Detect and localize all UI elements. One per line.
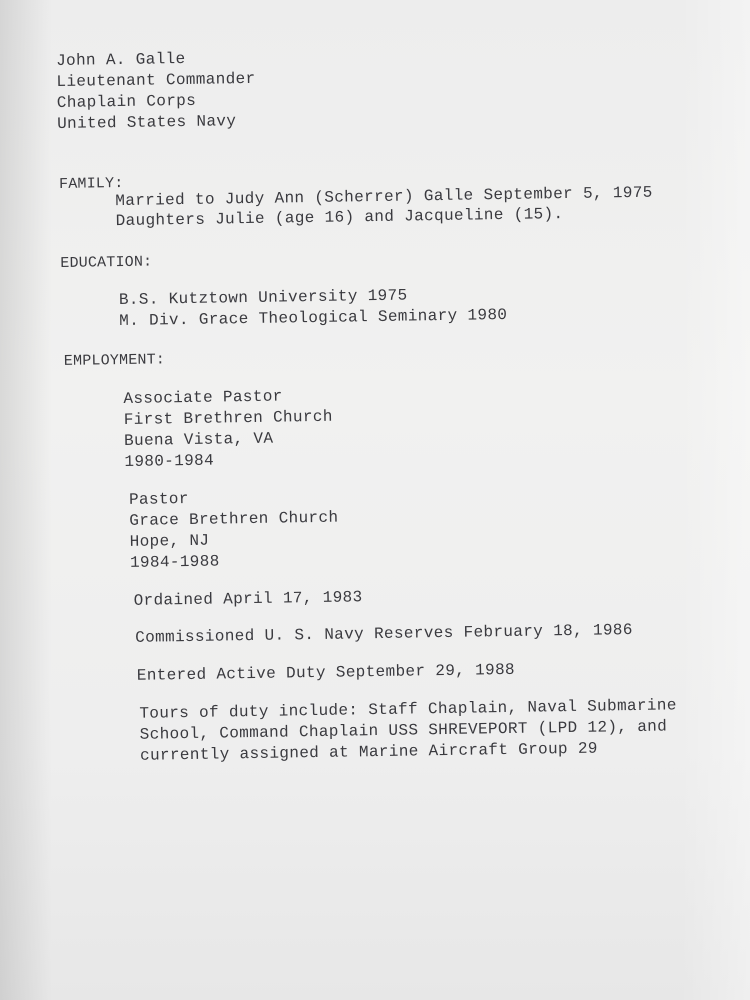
education-heading: EDUCATION: (60, 253, 153, 272)
header-rank: Lieutenant Commander (56, 69, 256, 91)
header-corps: Chaplain Corps (56, 91, 197, 112)
position-2-church: Grace Brethren Church (129, 508, 339, 530)
position-1-location: Buena Vista, VA (123, 429, 274, 450)
position-2-years: 1984-1988 (129, 552, 220, 572)
position-1-years: 1980-1984 (124, 451, 215, 471)
position-1-church: First Brethren Church (123, 407, 333, 429)
tours-line-3: currently assigned at Marine Aircraft Group 29 (139, 739, 598, 765)
tours-line-1: Tours of duty include: Staff Chaplain, Naval Submarine (139, 696, 677, 723)
header-service: United States Navy (56, 112, 237, 133)
event-ordained: Ordained April 17, 1983 (133, 588, 363, 610)
education-line-bs: B.S. Kutztown University 1975 (118, 286, 408, 310)
employment-heading: EMPLOYMENT: (63, 351, 166, 370)
family-line-marriage: Married to Judy Ann (Scherrer) Galle September 5, 1975 (115, 183, 653, 211)
resume-text (56, 42, 716, 765)
tours-line-2: School, Command Chaplain USS SHREVEPORT (LPD 12), and (139, 717, 668, 744)
event-active-duty: Entered Active Duty September 29, 1988 (136, 660, 516, 685)
family-heading: FAMILY: (58, 174, 124, 193)
position-1-title: Associate Pastor (123, 387, 283, 408)
event-commissioned: Commissioned U. S. Navy Reserves February 18, 1986 (135, 621, 633, 647)
position-2-location: Hope, NJ (129, 531, 210, 551)
education-line-mdiv: M. Div. Grace Theological Seminary 1980 (119, 305, 508, 331)
header-name: John A. Galle (56, 49, 186, 70)
family-line-daughters: Daughters Julie (age 16) and Jacqueline (15). (115, 205, 564, 231)
position-2-title: Pastor (128, 489, 189, 509)
